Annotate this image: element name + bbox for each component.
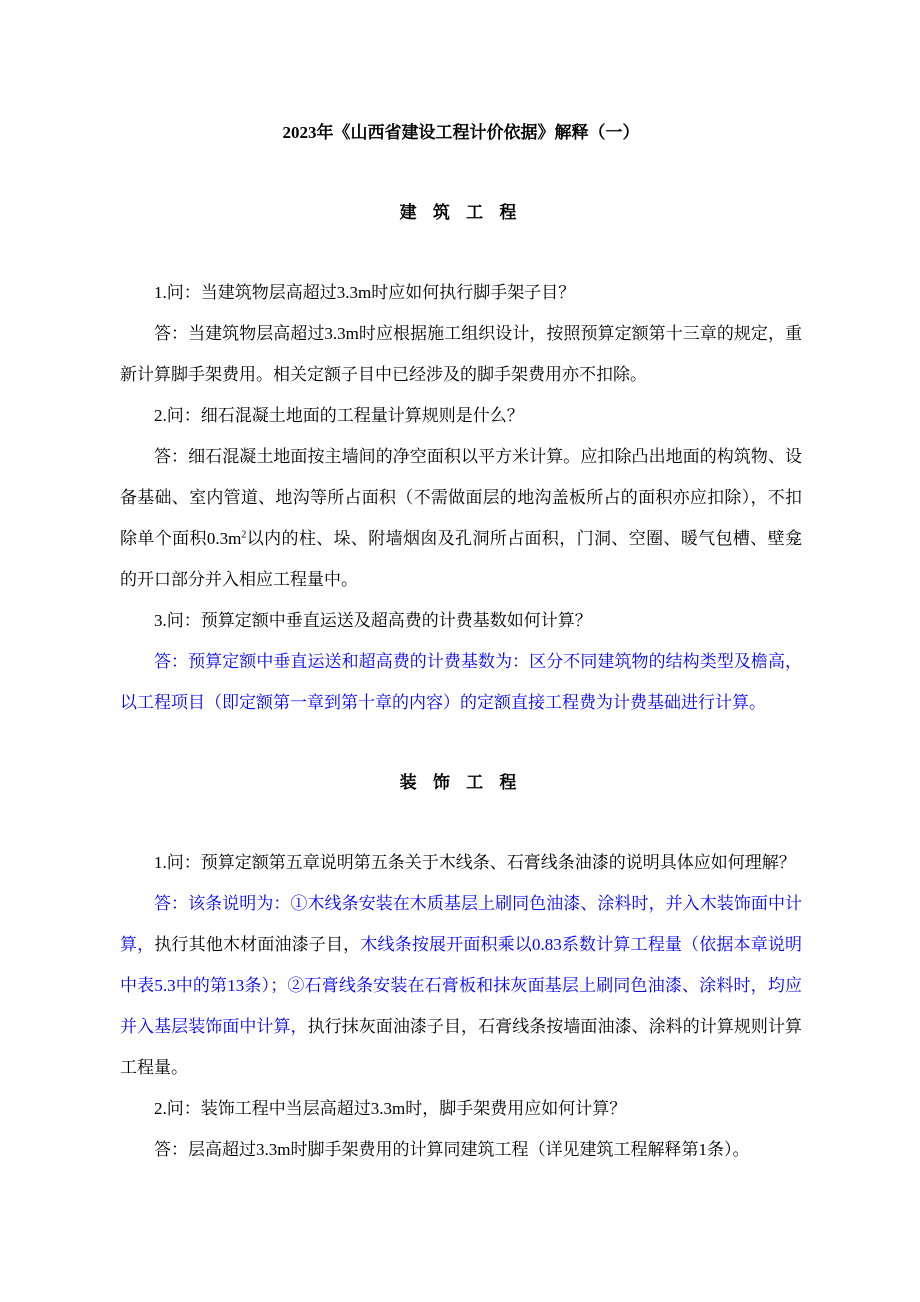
- text-run: 执行抹灰面油漆子目，石膏线条按墙面油漆、涂料的计算规则计算工程量。: [120, 1017, 803, 1077]
- paragraph: [120, 272, 802, 313]
- paragraph: [120, 883, 802, 1088]
- text-run: 2.问：细石混凝土地面的工程量计算规则是什么？: [154, 406, 524, 425]
- superscript: 2: [241, 529, 247, 541]
- text-run: 答：当建筑物层高超过3.3m时应根据施工组织设计，按照预算定额第十三章的规定，重新计算脚手架费用。相关定额子目中已经涉及的脚手架费用亦不扣除。: [120, 324, 802, 384]
- section-heading: 装 饰 工 程: [399, 773, 523, 792]
- text-run: 答：预算定额中垂直运送和超高费的计费基数为：区分不同建筑物的结构类型及檐高，以工程项目（即定额第一章到第十章的内容）的定额直接工程费为计费基础进行计算。: [120, 652, 802, 712]
- document-title: 2023年《山西省建设工程计价依据》解释（一）: [282, 123, 640, 142]
- document-body: [120, 192, 802, 1170]
- text-run: 1.问：预算定额第五章说明第五条关于木线条、石膏线条油漆的说明具体应如何理解？: [154, 853, 796, 872]
- paragraph: [120, 1129, 802, 1170]
- text-run: 1.问：当建筑物层高超过3.3m时应如何执行脚手架子目？: [154, 283, 576, 302]
- text-run: 2.问：装饰工程中当层高超过3.3m时，脚手架费用应如何计算？: [154, 1099, 627, 1118]
- paragraph: [120, 436, 802, 600]
- paragraph: [120, 842, 802, 883]
- text-run: 以内的柱、垛、附墙烟囱及孔洞所占面积，门洞、空圈、暖气包槽、壁龛的开口部分并入相应工程量中。: [120, 529, 802, 589]
- paragraph: [120, 395, 802, 436]
- text-run: 答：层高超过3.3m时脚手架费用的计算同建筑工程（详见建筑工程解释第1条）。: [154, 1140, 750, 1159]
- paragraph: [120, 1088, 802, 1129]
- section-heading: 建 筑 工 程: [399, 203, 523, 222]
- text-run: 执行其他木材面油漆子目，: [154, 935, 361, 954]
- text-run: 木线条按展开面积乘以0.83系数计算工程量（依据本章说明中表5.3中的第13条）；②石膏线条安装在石膏板和抹灰面基层上刷同色油漆、涂料时，均应并入基层装饰面中计算，: [120, 935, 803, 1036]
- text-run: 答：该条说明为：①木线条安装在木质基层上刷同色油漆、涂料时，并入木装饰面中计算，: [120, 894, 802, 954]
- paragraph: [120, 600, 802, 641]
- paragraph: [120, 641, 802, 723]
- paragraph: [120, 313, 802, 395]
- text-run: 答：细石混凝土地面按主墙间的净空面积以平方米计算。应扣除凸出地面的构筑物、设备基础、室内管道、地沟等所占面积（不需做面层的地沟盖板所占的面积亦应扣除），不扣除单个面积0.3m: [120, 447, 802, 548]
- text-run: 3.问：预算定额中垂直运送及超高费的计费基数如何计算？: [154, 611, 592, 630]
